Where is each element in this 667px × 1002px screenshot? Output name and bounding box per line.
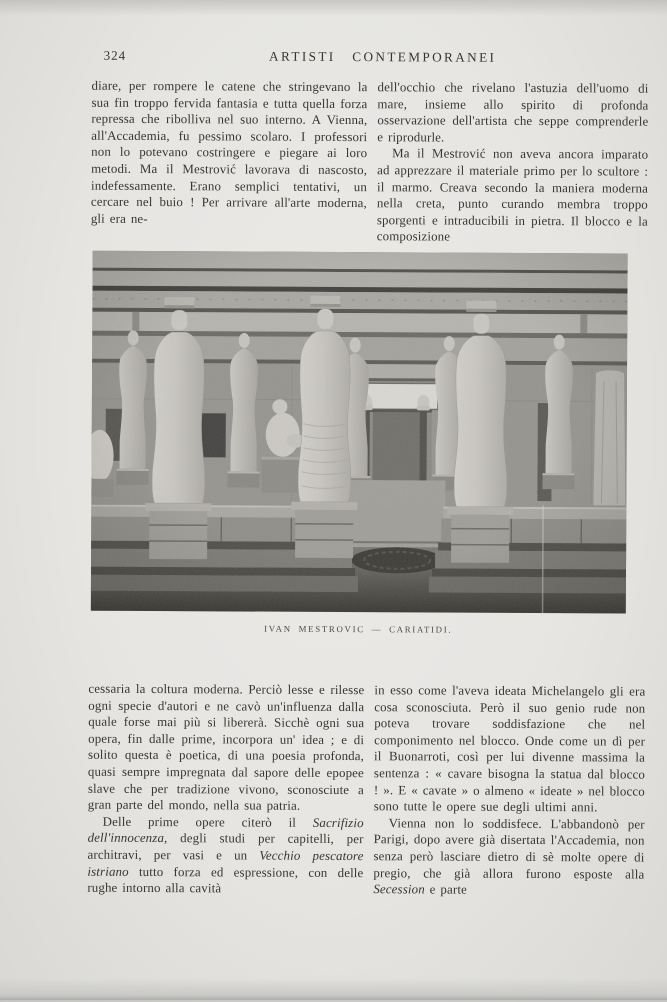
paragraph: dell'occhio che rivelano l'astuzia dell'uomo di mare, insieme allo spirito di profonda osservazione dell'artista che seppe comprenderle e riprodurle. <box>377 79 648 147</box>
figure <box>0 0 667 2</box>
left-column-top <box>91 78 368 229</box>
paragraph: Delle prime opere citerò il Sacrifizio dell'innocenza, degli studi per capitelli, per architravi, per vasi e un Vecchio pescatore istriano tutto forza ed espressione, con delle rughe intorno alla cavità <box>87 813 363 897</box>
right-column-top <box>377 79 649 246</box>
paragraph: in esso come l'aveva ideata Michelangelo gli era cosa sconosciuta. Però il suo genio rude non poteva trovare soddisfazione che nel componimento nel blocco. Onde come un dì per il Buonarroti, così per lui divenne massima la sentenza : « cavare bisogna la statua dal blocco ! ». E « cavate » o almeno « ideate » nel blocco sono tutte le opere sue degli ultimi anni. <box>374 682 646 816</box>
figure-caption: IVAN MESTROVIC — CARIATIDI. <box>91 623 626 636</box>
caryatids-photo-illustration <box>91 251 628 614</box>
page-number: 324 <box>104 48 127 64</box>
caryatids-photo <box>91 251 628 614</box>
paragraph: cessaria la coltura moderna. Perciò lesse e rilesse ogni specie d'autori e ne cavò un'influenza dalla quale forse mai più si libererà. Sicchè ogni sua opera, fin dalle prime, incorpora un' idea ; e di solito questa è poetica, di una poesia profonda, quasi sempre impregnata dal sapore delle epopee slave che per tradizione vivono, sconosciute a gran parte del mondo, nella sua patria. <box>88 681 365 815</box>
running-title: ARTISTI CONTEMPORANEI <box>99 48 667 67</box>
paragraph: Ma il Mestrović non aveva ancora imparato ad apprezzare il materiale primo per lo scultore : il marmo. Creava secondo la maniera moderna nella creta, punto curando membra troppo sporgenti e intraducibili in pietra. Il blocco e la composizione <box>377 146 649 247</box>
left-column-bottom <box>87 681 364 898</box>
paragraph: diare, per rompere le catene che stringevano la sua fin troppo fervida fantasia e tutta quella forza repressa che ribolliva nel suo interno. A Vienna, all'Accademia, fu pessimo scolaro. I professori non lo potevano costringere e piegare ai loro metodi. Ma il Mestrović lavorava di nascosto, indefessamente. Erano semplici tentativi, un cercare nel buio ! Per arrivare all'arte moderna, gli era ne- <box>91 78 368 229</box>
paragraph: Vienna non lo soddisfece. L'abbandonò per Parigi, dopo avere già disertata l'Accademia, non senza però lasciare dietro di sè molte opere di pregio, che già allora furono esposte alla Secession e parte <box>373 815 644 899</box>
right-column-bottom <box>373 682 645 899</box>
